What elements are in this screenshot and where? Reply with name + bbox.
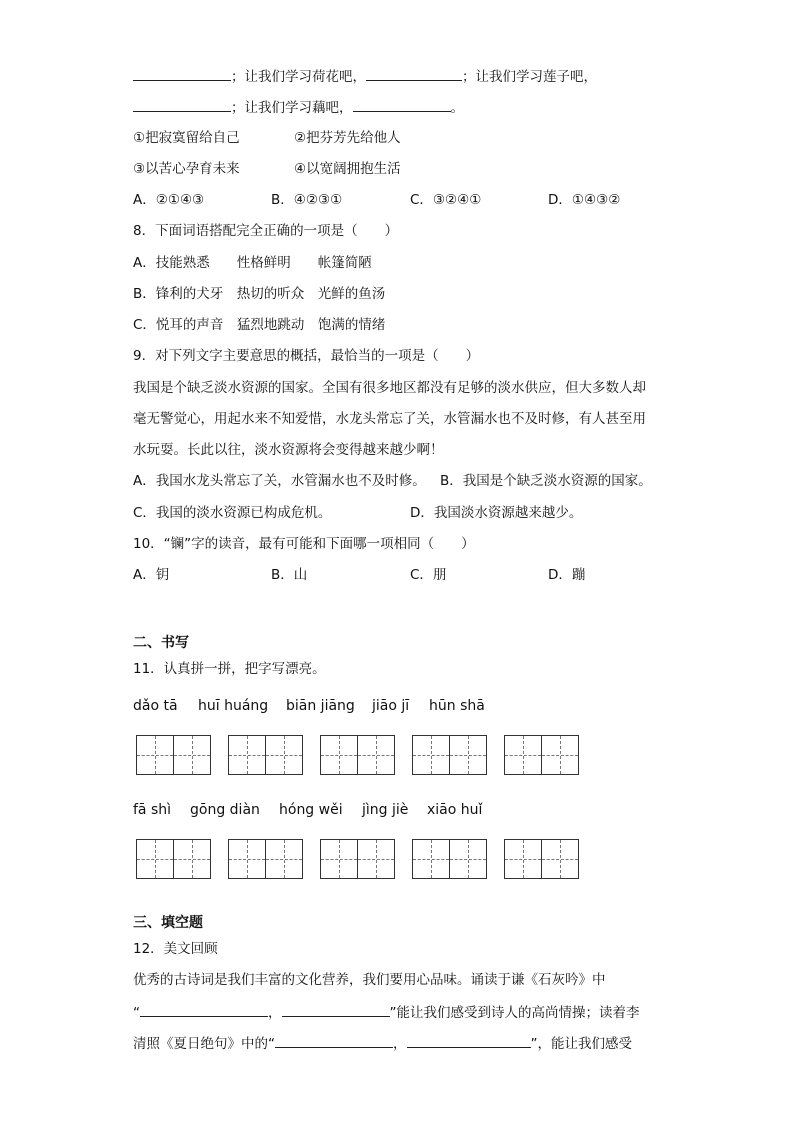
q12-line-2: “ ， ”能让我们感受到诗人的高尚情操；读着李 [133,1002,640,1023]
writing-box-6[interactable] [136,839,210,879]
q7-choice-c[interactable]: C．③②④① [410,192,482,208]
q7-blank-4[interactable] [353,97,451,112]
writing-box-7[interactable] [228,839,302,879]
writing-box-5[interactable] [504,735,578,775]
pinyin-2: huī huáng [198,698,269,714]
q9-choice-b[interactable]: B．我国是个缺乏淡水资源的国家。 [440,473,652,489]
q7-line2: ；让我们学习藕吧， 。 [133,97,464,118]
q7-blank-3[interactable] [133,97,231,112]
pinyin-7: gōng diàn [190,802,260,818]
q9-passage-line-1: 我国是个缺乏淡水资源的国家。全国有很多地区都没有足够的淡水供应，但大多数人却 [133,380,646,396]
q7-choice-d[interactable]: D．①④③② [548,192,621,208]
writing-box-9[interactable] [412,839,486,879]
q8-choice-b[interactable]: B．锋利的犬牙 热切的听众 光鲜的鱼汤 [133,286,386,302]
section-2-heading: 二、书写 [133,635,189,651]
q12-blank-3[interactable] [275,1033,393,1048]
q7-item-2: ②把芬芳先给他人 [294,130,401,146]
q10-choice-a[interactable]: A．钥 [133,567,170,583]
writing-box-10[interactable] [504,839,578,879]
q7-item-4: ④以宽阔拥抱生活 [294,161,401,177]
q7-choice-b[interactable]: B．④②③① [271,192,343,208]
writing-box-8[interactable] [320,839,394,879]
q10-choice-b[interactable]: B．山 [271,567,308,583]
pinyin-3: biān jiāng [286,698,355,714]
writing-box-4[interactable] [412,735,486,775]
q12-blank-1[interactable] [140,1002,268,1017]
q8-stem: 8．下面词语搭配完全正确的一项是（ ） [133,223,399,239]
pinyin-1: dǎo tā [133,698,178,714]
q11-stem: 11．认真拼一拼，把字写漂亮。 [133,661,326,677]
q7-blank-1[interactable] [133,66,231,81]
q8-choice-c[interactable]: C．悦耳的声音 猛烈地跳动 饱满的情绪 [133,317,386,333]
q7-item-3: ③以苦心孕育未来 [133,161,240,177]
section-3-heading: 三、填空题 [133,915,203,931]
writing-box-1[interactable] [136,735,210,775]
writing-box-3[interactable] [320,735,394,775]
q12-line-1: 优秀的古诗词是我们丰富的文化营养，我们要用心品味。诵读于谦《石灰吟》中 [133,972,606,988]
q9-passage-line-2: 毫无警觉心，用起水来不知爱惜，水龙头常忘了关，水管漏水也不及时修，有人甚至用 [133,411,646,427]
q12-line-3: 清照《夏日绝句》中的“ ， ”，能让我们感受 [133,1033,632,1054]
q9-stem: 9．对下列文字主要意思的概括，最恰当的一项是（ ） [133,348,480,364]
q9-choice-c[interactable]: C．我国的淡水资源已构成危机。 [133,505,332,521]
q9-passage-line-3: 水玩耍。长此以往，淡水资源将会变得越来越少啊！ [133,442,444,458]
q8-choice-a[interactable]: A．技能熟悉 性格鲜明 帐篷简陋 [133,255,372,271]
q7-choice-a[interactable]: A．②①④③ [133,192,205,208]
pinyin-5: hūn shā [429,698,485,714]
q12-blank-2[interactable] [282,1002,390,1017]
q10-choice-d[interactable]: D．蹦 [548,567,586,583]
writing-box-2[interactable] [228,735,302,775]
q12-blank-4[interactable] [407,1033,531,1048]
q10-choice-c[interactable]: C．朋 [410,567,447,583]
q12-stem: 12．美文回顾 [133,941,218,957]
q9-choice-a[interactable]: A．我国水龙头常忘了关，水管漏水也不及时修。 [133,473,426,489]
q9-choice-d[interactable]: D．我国淡水资源越来越少。 [410,505,583,521]
q7-blank-2[interactable] [366,66,462,81]
pinyin-9: jìng jiè [362,802,409,818]
q10-stem: 10．“镧”字的读音，最有可能和下面哪一项相同（ ） [133,536,475,552]
pinyin-6: fā shì [133,802,172,818]
pinyin-8: hóng wěi [279,802,343,818]
pinyin-10: xiāo huǐ [427,802,483,818]
q7-line1: ；让我们学习荷花吧， ；让我们学习莲子吧， [133,66,597,87]
pinyin-4: jiāo jī [372,698,410,714]
q7-item-1: ①把寂寞留给自己 [133,130,240,146]
